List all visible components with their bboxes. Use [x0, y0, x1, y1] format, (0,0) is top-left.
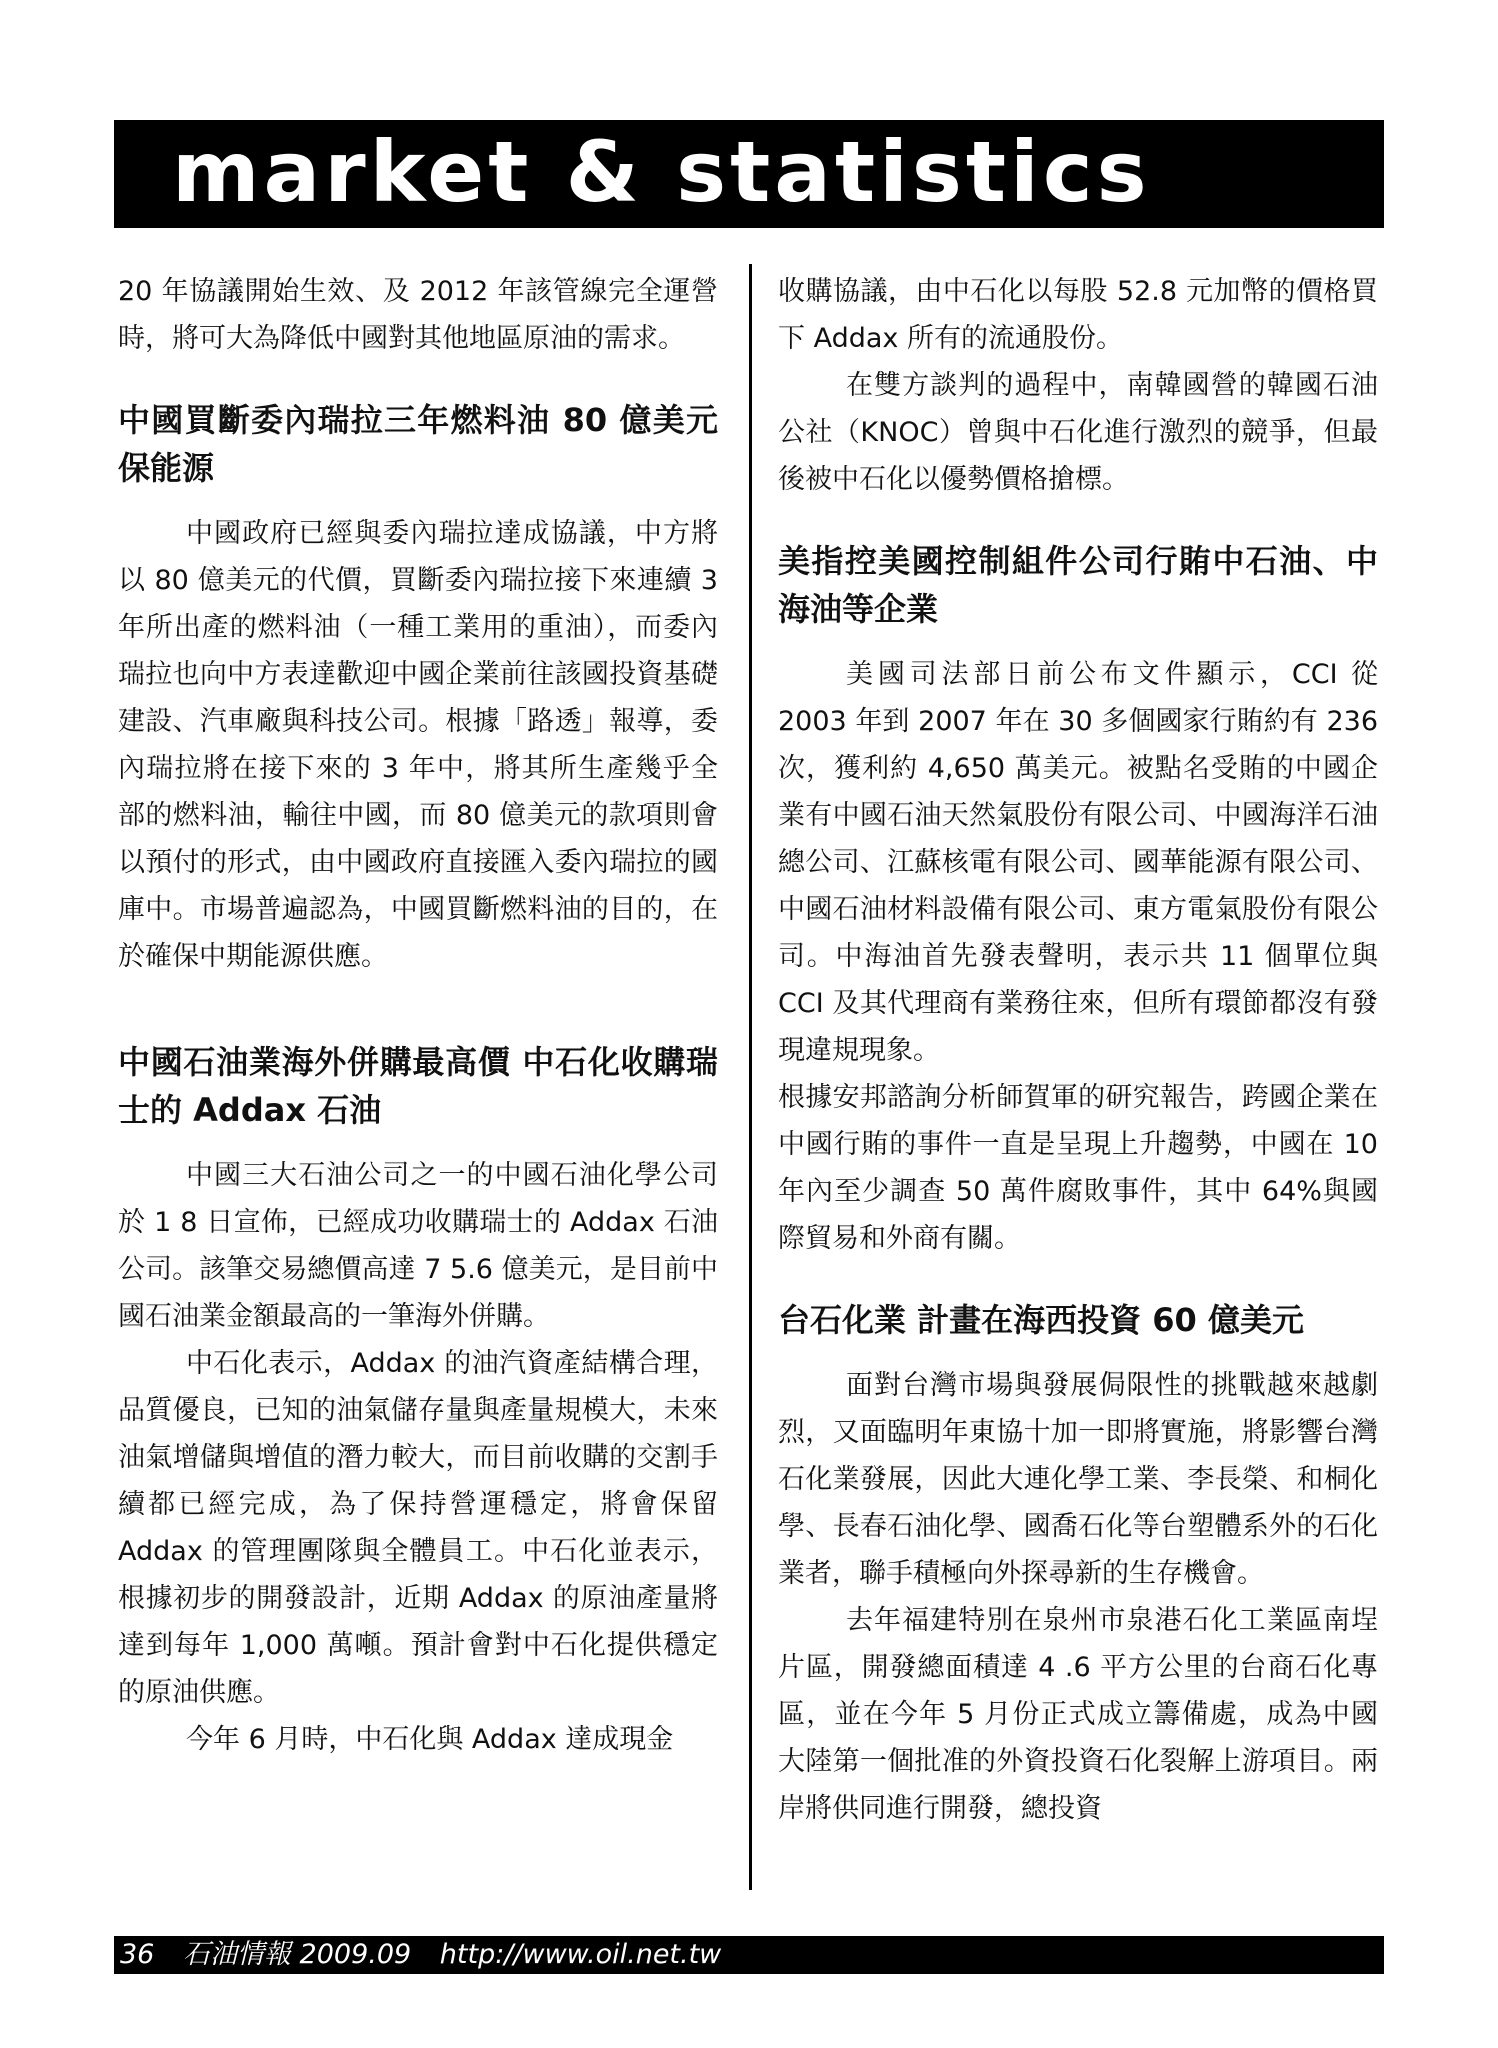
article-heading-cci-bribery: 美指控美國控制組件公司行賄中石油、中海油等企業: [778, 542, 1378, 628]
section-title: market & statistics: [172, 123, 1151, 221]
footer-text: [120, 1936, 741, 1974]
page-number: 36: [120, 1939, 155, 1970]
article-paragraph: 面對台灣市場與發展侷限性的挑戰越來越劇烈，又面臨明年東協十加一即將實施，將影響台灣石化業發展，因此大連化學工業、李長榮、和桐化學、長春石油化學、國喬石化等台塑體系外的石化業者，聯手積極向外探尋新的生存機會。: [778, 1370, 1378, 1589]
article-paragraph: 去年福建特別在泉州市泉港石化工業區南埕片區，開發總面積達 4 .6 平方公里的台商石化專區，並在今年 5 月份正式成立籌備處，成為中國大陸第一個批准的外資投資石化裂解上游項目。兩岸將供同進行開發，總投資: [778, 1605, 1378, 1824]
article-paragraph: 根據安邦諮詢分析師賀軍的研究報告，跨國企業在中國行賄的事件一直是呈現上升趨勢，中國在 10 年內至少調查 50 萬件腐敗事件，其中 64%與國際貿易和外商有關。: [778, 1082, 1378, 1254]
intro-paragraph: 20 年協議開始生效、及 2012 年該管線完全運營時，將可大為降低中國對其他地區原油的需求。: [118, 276, 718, 354]
page-footer: [114, 1936, 1384, 1974]
section-banner: [114, 120, 1384, 228]
article-heading-venezuela-fuel-oil: 中國買斷委內瑞拉三年燃料油 80 億美元保能源: [118, 401, 718, 487]
article-paragraph: 今年 6 月時，中石化與 Addax 達成現金: [186, 1724, 674, 1755]
article-paragraph: 中石化表示，Addax 的油汽資產結構合理，品質優良，已知的油氣儲存量與產量規模大，未來油氣增儲與增值的潛力較大，而目前收購的交割手續都已經完成，為了保持營運穩定，將會保留 Addax 的管理團隊與全體員工。中石化並表示，根據初步的開發設計，近期 Addax 的原油產量將達到每年 1,000 萬噸。預計會對中石化提供穩定的原油供應。: [118, 1348, 718, 1708]
article-paragraph: 美國司法部日前公布文件顯示，CCI 從 2003 年到 2007 年在 30 多個國家行賄約有 236 次，獲利約 4,650 萬美元。被點名受賄的中國企業有中國石油天然氣股份有限公司、中國海洋石油總公司、江蘇核電有限公司、國華能源有限公司、中國石油材料設備有限公司、東方電氣股份有限公司。中海油首先發表聲明，表示共 11 個單位與 CCI 及其代理商有業務往來，但所有環節都沒有發現違規現象。: [778, 659, 1378, 1066]
article-heading-addax-acquisition: 中國石油業海外併購最高價 中石化收購瑞士的 Addax 石油: [118, 1043, 718, 1129]
article-paragraph: 中國三大石油公司之一的中國石油化學公司於 1 8 日宣佈，已經成功收購瑞士的 Addax 石油公司。該筆交易總價高達 7 5.6 億美元，是目前中國石油業金額最高的一筆海外併購。: [118, 1160, 718, 1332]
left-column: [118, 268, 718, 1763]
publication-name: 石油情報 2009.09: [182, 1939, 412, 1970]
article-paragraph: 收購協議，由中石化以每股 52.8 元加幣的價格買下 Addax 所有的流通股份。: [778, 276, 1378, 354]
right-column: [778, 268, 1378, 1832]
article-paragraph: 中國政府已經與委內瑞拉達成協議，中方將以 80 億美元的代價，買斷委內瑞拉接下來連續 3 年所出產的燃料油（一種工業用的重油），而委內瑞拉也向中方表達歡迎中國企業前往該國投資基礎建設、汽車廠與科技公司。根據「路透」報導，委內瑞拉將在接下來的 3 年中，將其所生產幾乎全部的燃料油，輸往中國，而 80 億美元的款項則會以預付的形式，由中國政府直接匯入委內瑞拉的國庫中。市場普遍認為，中國買斷燃料油的目的，在於確保中期能源供應。: [118, 518, 718, 972]
article-heading-taiwan-petrochemical: 台石化業 計畫在海西投資 60 億美元: [778, 1301, 1304, 1339]
publication-url: http://www.oil.net.tw: [439, 1939, 722, 1970]
article-paragraph: 在雙方談判的過程中，南韓國營的韓國石油公社（KNOC）曾與中石化進行激烈的競爭，但最後被中石化以優勢價格搶標。: [778, 370, 1378, 495]
column-divider: [749, 264, 752, 1890]
